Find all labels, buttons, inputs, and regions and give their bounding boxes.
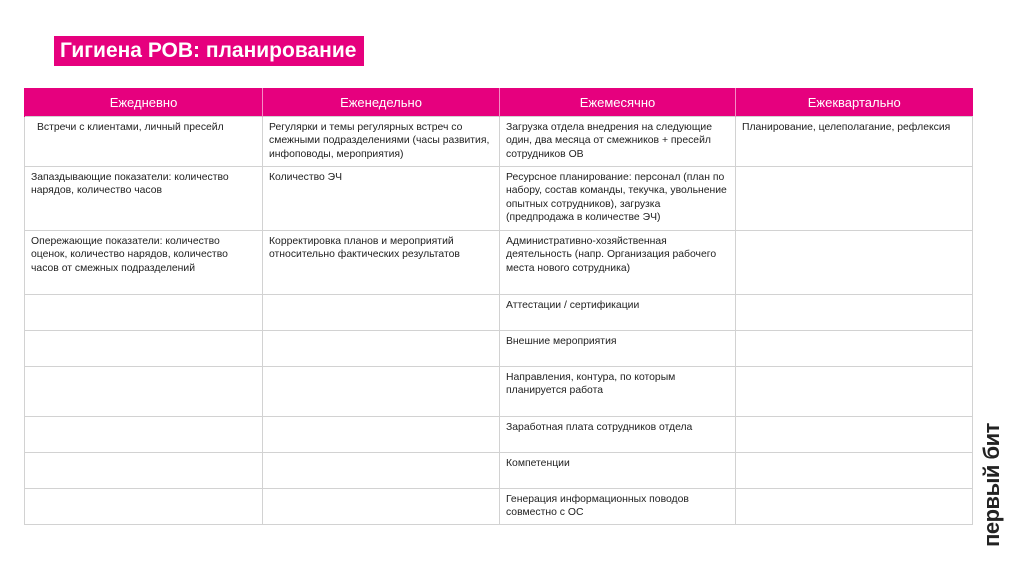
table-cell [736, 295, 973, 331]
table-cell: Компетенции [500, 453, 736, 489]
table-cell: Загрузка отдела внедрения на следующие один, два месяца от смежников + пресейл сотрудников ОВ [500, 117, 736, 167]
header-daily: Ежедневно [25, 88, 263, 117]
table-cell: Генерация информационных поводов совместно с ОС [500, 489, 736, 525]
table-row [25, 453, 973, 489]
brand-logo [972, 415, 1012, 555]
table-cell [25, 367, 263, 417]
table-cell [263, 489, 500, 525]
header-quarterly: Ежеквартально [736, 88, 973, 117]
table-cell: Планирование, целеполагание, рефлексия [736, 117, 973, 167]
table-row [25, 295, 973, 331]
table-cell [736, 417, 973, 453]
table-cell [25, 417, 263, 453]
table-row [25, 489, 973, 525]
table-row [25, 367, 973, 417]
table-cell [25, 295, 263, 331]
table-cell [736, 489, 973, 525]
table-cell [736, 453, 973, 489]
table-cell [736, 367, 973, 417]
table-cell: Регулярки и темы регулярных встреч со смежными подразделениями (часы развития, инфоповоды, мероприятия) [263, 117, 500, 167]
table-row [25, 417, 973, 453]
header-monthly: Ежемесячно [500, 88, 736, 117]
table-cell: Направления, контура, по которым планируется работа [500, 367, 736, 417]
table-cell: Корректировка планов и мероприятий относительно фактических результатов [263, 231, 500, 295]
table-cell [263, 331, 500, 367]
table-cell: Заработная плата сотрудников отдела [500, 417, 736, 453]
table-row [25, 331, 973, 367]
table-row [25, 231, 973, 295]
table-cell: Аттестации / сертификации [500, 295, 736, 331]
page-title: Гигиена РОВ: планирование [54, 36, 364, 66]
table-cell: Запаздывающие показатели: количество нарядов, количество часов [25, 167, 263, 231]
table-cell: Ресурсное планирование: персонал (план по набору, состав команды, текучка, увольнение опытных сотрудников), загрузка (предпродажа в количестве ЭЧ) [500, 167, 736, 231]
table-cell [25, 331, 263, 367]
planning-table [24, 88, 973, 525]
table-cell: Встречи с клиентами, личный пресейл [25, 117, 263, 167]
table-cell [263, 417, 500, 453]
table-cell [736, 231, 973, 295]
table-cell [263, 453, 500, 489]
table-cell: Опережающие показатели: количество оценок, количество нарядов, количество часов от смежных подразделений [25, 231, 263, 295]
brand-logo-text: первый бит [979, 423, 1004, 547]
table-cell [263, 295, 500, 331]
table-cell [736, 167, 973, 231]
table-cell: Количество ЭЧ [263, 167, 500, 231]
table-cell [263, 367, 500, 417]
header-weekly: Еженедельно [263, 88, 500, 117]
table-cell: Внешние мероприятия [500, 331, 736, 367]
table-row [25, 117, 973, 167]
header-row [25, 88, 973, 117]
table-cell [736, 331, 973, 367]
table-cell: Административно-хозяйственная деятельность (напр. Организация рабочего места нового сотрудника) [500, 231, 736, 295]
table-cell [25, 453, 263, 489]
table-row [25, 167, 973, 231]
table-cell [25, 489, 263, 525]
